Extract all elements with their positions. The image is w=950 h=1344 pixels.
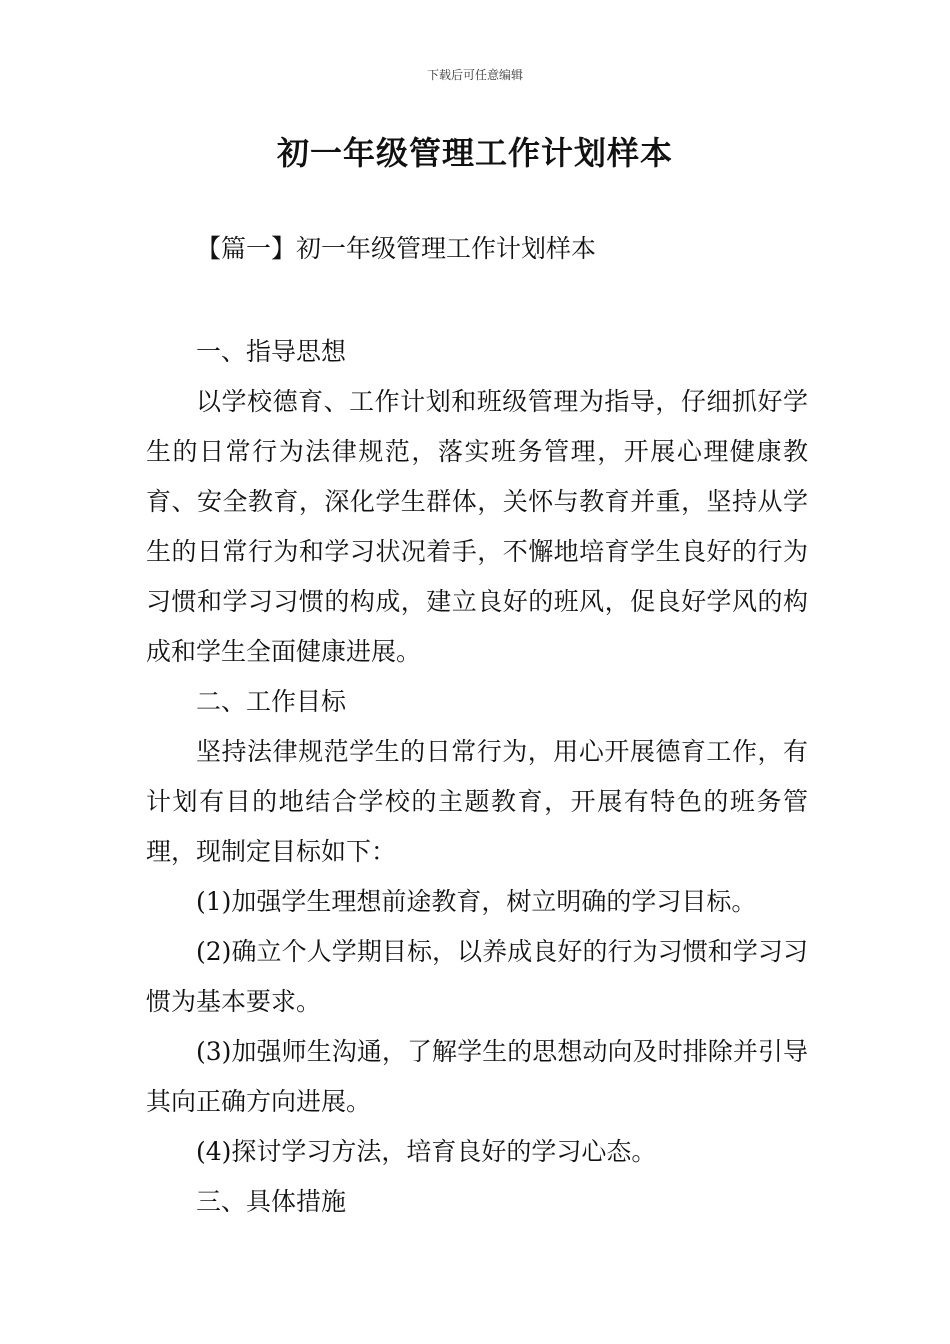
goal-item-2: (2)确立个人学期目标，以养成良好的行为习惯和学习习惯为基本要求。 [146,937,808,1016]
goal-item-4: (4)探讨学习方法，培育良好的学习心态。 [196,1137,657,1166]
paragraph-work-goals: 坚持法律规范学生的日常行为，用心开展德育工作，有计划有目的地结合学校的主题教育，开展有特色的班务管理，现制定目标如下： [146,737,808,866]
section-heading-guiding-thought: 一、指导思想 [196,337,347,366]
goal-item-1: (1)加强学生理想前途教育，树立明确的学习目标。 [196,887,757,916]
document-title: 初一年级管理工作计划样本 [276,134,673,172]
goal-item-3: (3)加强师生沟通，了解学生的思想动向及时排除并引导其向正确方向进展。 [146,1037,808,1116]
section-subtitle: 【篇一】初一年级管理工作计划样本 [196,234,597,263]
document-body [146,327,808,1227]
section-heading-work-goals: 二、工作目标 [196,687,347,716]
header-note: 下载后可任意编辑 [426,68,523,82]
section-heading-measures: 三、具体措施 [196,1187,347,1216]
paragraph-guiding-thought: 以学校德育、工作计划和班级管理为指导，仔细抓好学生的日常行为法律规范，落实班务管理，开展心理健康教育、安全教育，深化学生群体，关怀与教育并重，坚持从学生的日常行为和学习状况着手，不懈地培育学生良好的行为习惯和学习习惯的构成，建立良好的班风，促良好学风的构成和学生全面健康进展。 [146,387,808,666]
